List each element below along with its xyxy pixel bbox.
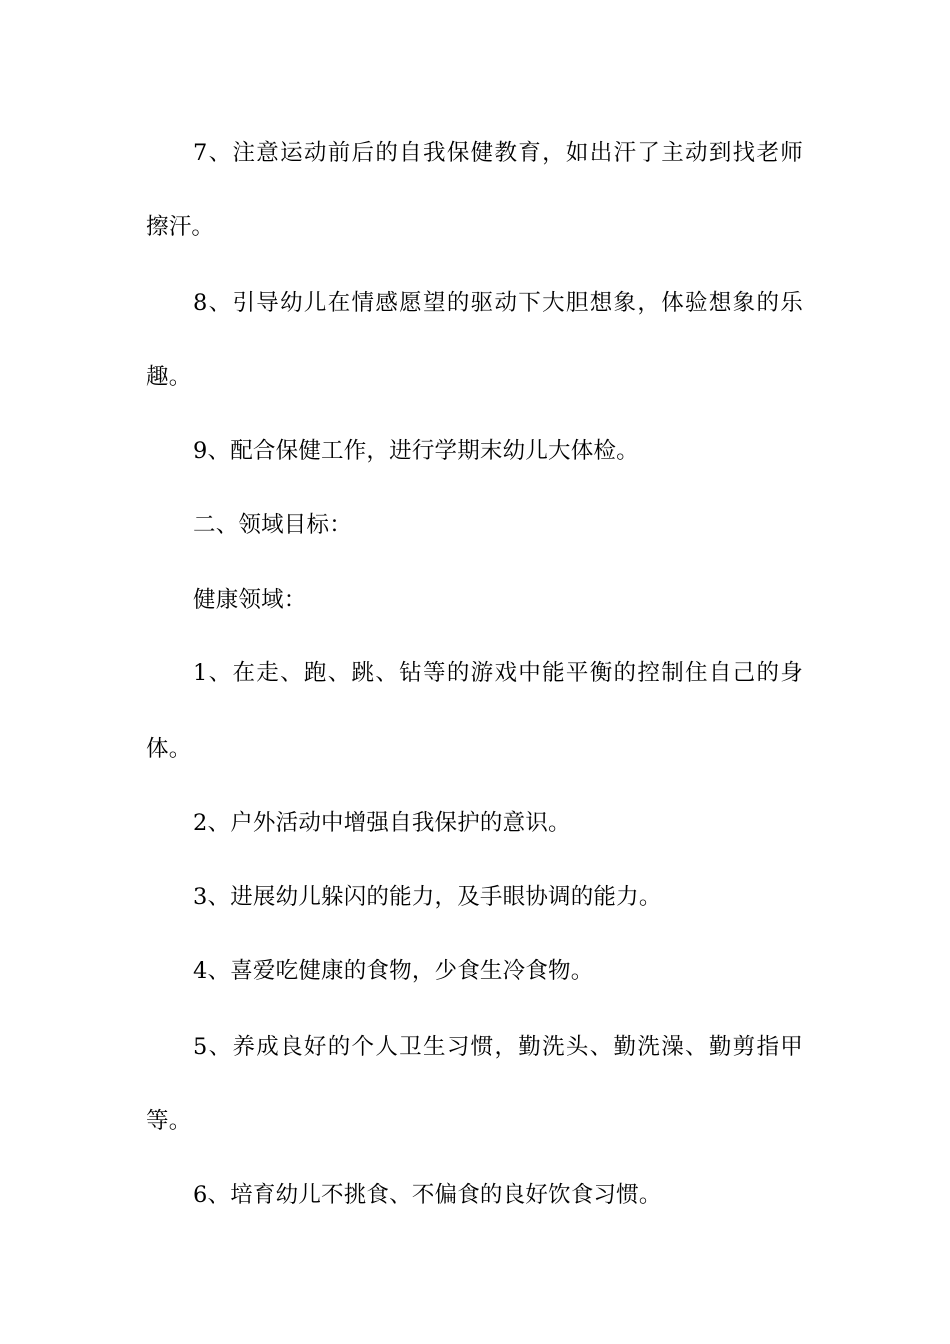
paragraph-line: 等。 <box>146 1108 192 1134</box>
paragraph-line: 1、在走、跑、跳、钻等的游戏中能平衡的控制住自己的身 <box>193 660 803 686</box>
paragraph-line: 6、培育幼儿不挑食、不偏食的良好饮食习惯。 <box>193 1182 662 1208</box>
paragraph-line: 趣。 <box>146 364 192 390</box>
paragraph-line: 7、注意运动前后的自我保健教育，如出汗了主动到找老师 <box>193 140 803 166</box>
paragraph-line: 4、喜爱吃健康的食物，少食生冷食物。 <box>193 958 594 984</box>
paragraph-line: 8、引导幼儿在情感愿望的驱动下大胆想象，体验想象的乐 <box>193 290 803 316</box>
paragraph-line: 擦汗。 <box>146 214 215 240</box>
section-heading: 二、领域目标： <box>193 512 352 538</box>
paragraph-line: 体。 <box>146 736 192 762</box>
paragraph-line: 5、养成良好的个人卫生习惯，勤洗头、勤洗澡、勤剪指甲 <box>193 1034 803 1060</box>
subsection-heading: 健康领域： <box>193 587 307 613</box>
paragraph-line: 9、配合保健工作，进行学期末幼儿大体检。 <box>193 438 639 464</box>
paragraph-line: 3、进展幼儿躲闪的能力，及手眼协调的能力。 <box>193 884 662 910</box>
paragraph-line: 2、户外活动中增强自我保护的意识。 <box>193 810 571 836</box>
